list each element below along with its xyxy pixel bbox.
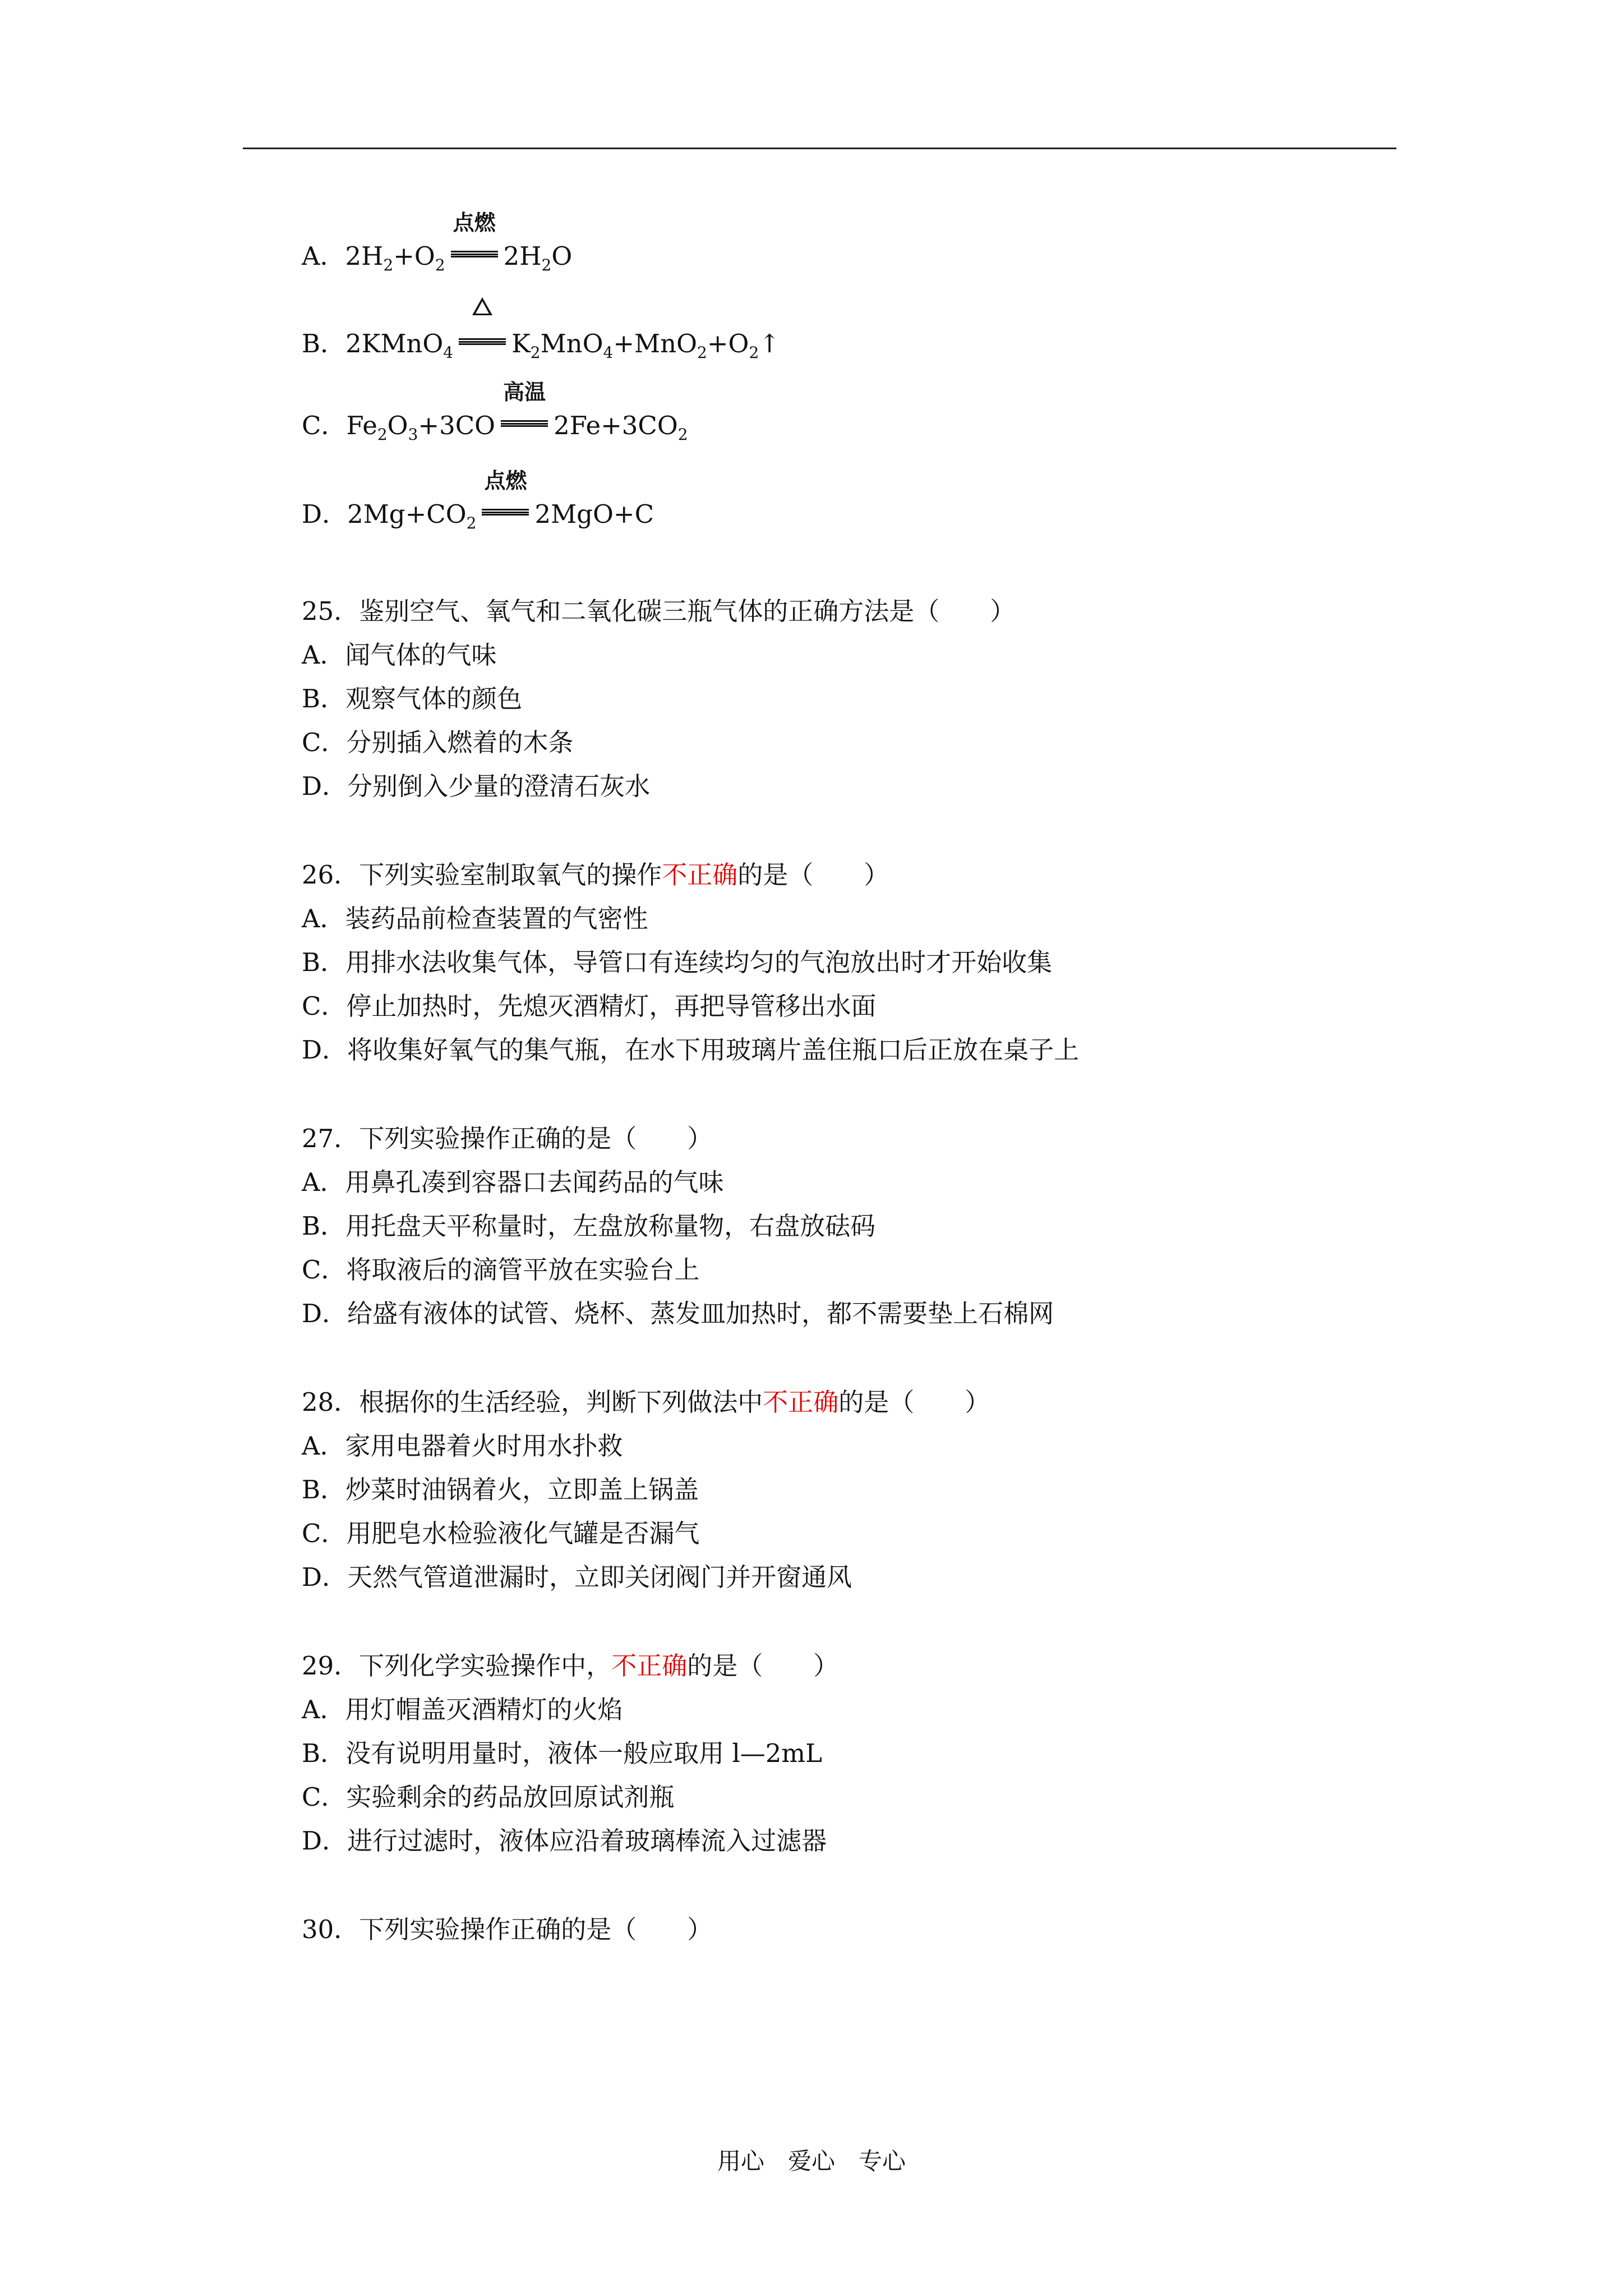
q27-option: C．将取液后的滴管平放在实验台上 — [302, 1255, 700, 1285]
q27-option: D．给盛有液体的试管、烧杯、蒸发皿加热时，都不需要垫上石棉网 — [302, 1299, 1054, 1328]
heat-triangle-icon — [472, 297, 492, 315]
q28-stem: 28．根据你的生活经验，判断下列做法中不正确的是（ ） — [302, 1387, 990, 1417]
reaction-condition — [457, 327, 508, 361]
q29-option: D．进行过滤时，液体应沿着玻璃棒流入过滤器 — [302, 1826, 827, 1856]
q26-option: D．将收集好氧气的集气瓶，在水下用玻璃片盖住瓶口后正放在桌子上 — [302, 1035, 1080, 1065]
q28-option: A．家用电器着火时用水扑救 — [302, 1431, 623, 1461]
q25-option: D．分别倒入少量的澄清石灰水 — [302, 771, 651, 801]
q29-option: C．实验剩余的药品放回原试剂瓶 — [302, 1782, 675, 1812]
q30-stem: 30．下列实验操作正确的是（ ） — [302, 1915, 713, 1944]
q26-option: A．装药品前检查装置的气密性 — [302, 904, 648, 933]
q28-option: D．天然气管道泄漏时，立即关闭阀门并开窗通风 — [302, 1562, 852, 1592]
q24-option-a: A．$2H_2+O_2$ 点燃 $2H_2O$ — [302, 210, 573, 274]
q26-option: C．停止加热时，先熄灭酒精灯，再把导管移出水面 — [302, 991, 877, 1021]
q28-option: C．用肥皂水检验液化气罐是否漏气 — [302, 1519, 700, 1548]
q26-stem: 26．下列实验室制取氧气的操作不正确的是（ ） — [302, 860, 889, 890]
q29-stem: 29．下列化学实验操作中，不正确的是（ ） — [302, 1651, 839, 1681]
q25-stem: 25．鉴别空气、氧气和二氧化碳三瓶气体的正确方法是（ ） — [302, 596, 1016, 626]
header-rule — [243, 148, 1396, 149]
q27-option: B．用托盘天平称量时，左盘放称量物，右盘放砝码 — [302, 1211, 876, 1241]
negation-highlight: 不正确 — [662, 860, 738, 890]
q24-option-b: B．2KMnO$_4$ $K_2MnO_4+MnO_2+O_2↑$ — [302, 327, 780, 361]
negation-highlight: 不正确 — [611, 1651, 688, 1681]
q24-option-c: C．$Fe_2O_3+3CO$ 高温 $2Fe+3CO_2$ — [302, 380, 688, 444]
q29-option: B．没有说明用量时，液体一般应取用 l—2mL — [302, 1738, 822, 1768]
q25-option: A．闻气体的气味 — [302, 640, 497, 670]
reaction-condition: 点燃 — [449, 240, 500, 273]
negation-highlight: 不正确 — [763, 1387, 839, 1417]
q28-option: B．炒菜时油锅着火，立即盖上锅盖 — [302, 1475, 699, 1504]
q29-option: A．用灯帽盖灭酒精灯的火焰 — [302, 1695, 623, 1724]
q26-option: B．用排水法收集气体，导管口有连续均匀的气泡放出时才开始收集 — [302, 947, 1053, 977]
q25-option: C．分别插入燃着的木条 — [302, 728, 574, 757]
reaction-condition: 点燃 — [479, 498, 531, 531]
reaction-condition: 高温 — [499, 409, 550, 443]
page-footer: 用心 爱心 专心 — [717, 2147, 906, 2175]
q27-stem: 27．下列实验操作正确的是（ ） — [302, 1124, 713, 1153]
q27-option: A．用鼻孔凑到容器口去闻药品的气味 — [302, 1167, 724, 1197]
q25-option: B．观察气体的颜色 — [302, 684, 523, 714]
q24-option-d: D．$2Mg+CO_2$ 点燃 2MgO+C — [302, 468, 654, 532]
